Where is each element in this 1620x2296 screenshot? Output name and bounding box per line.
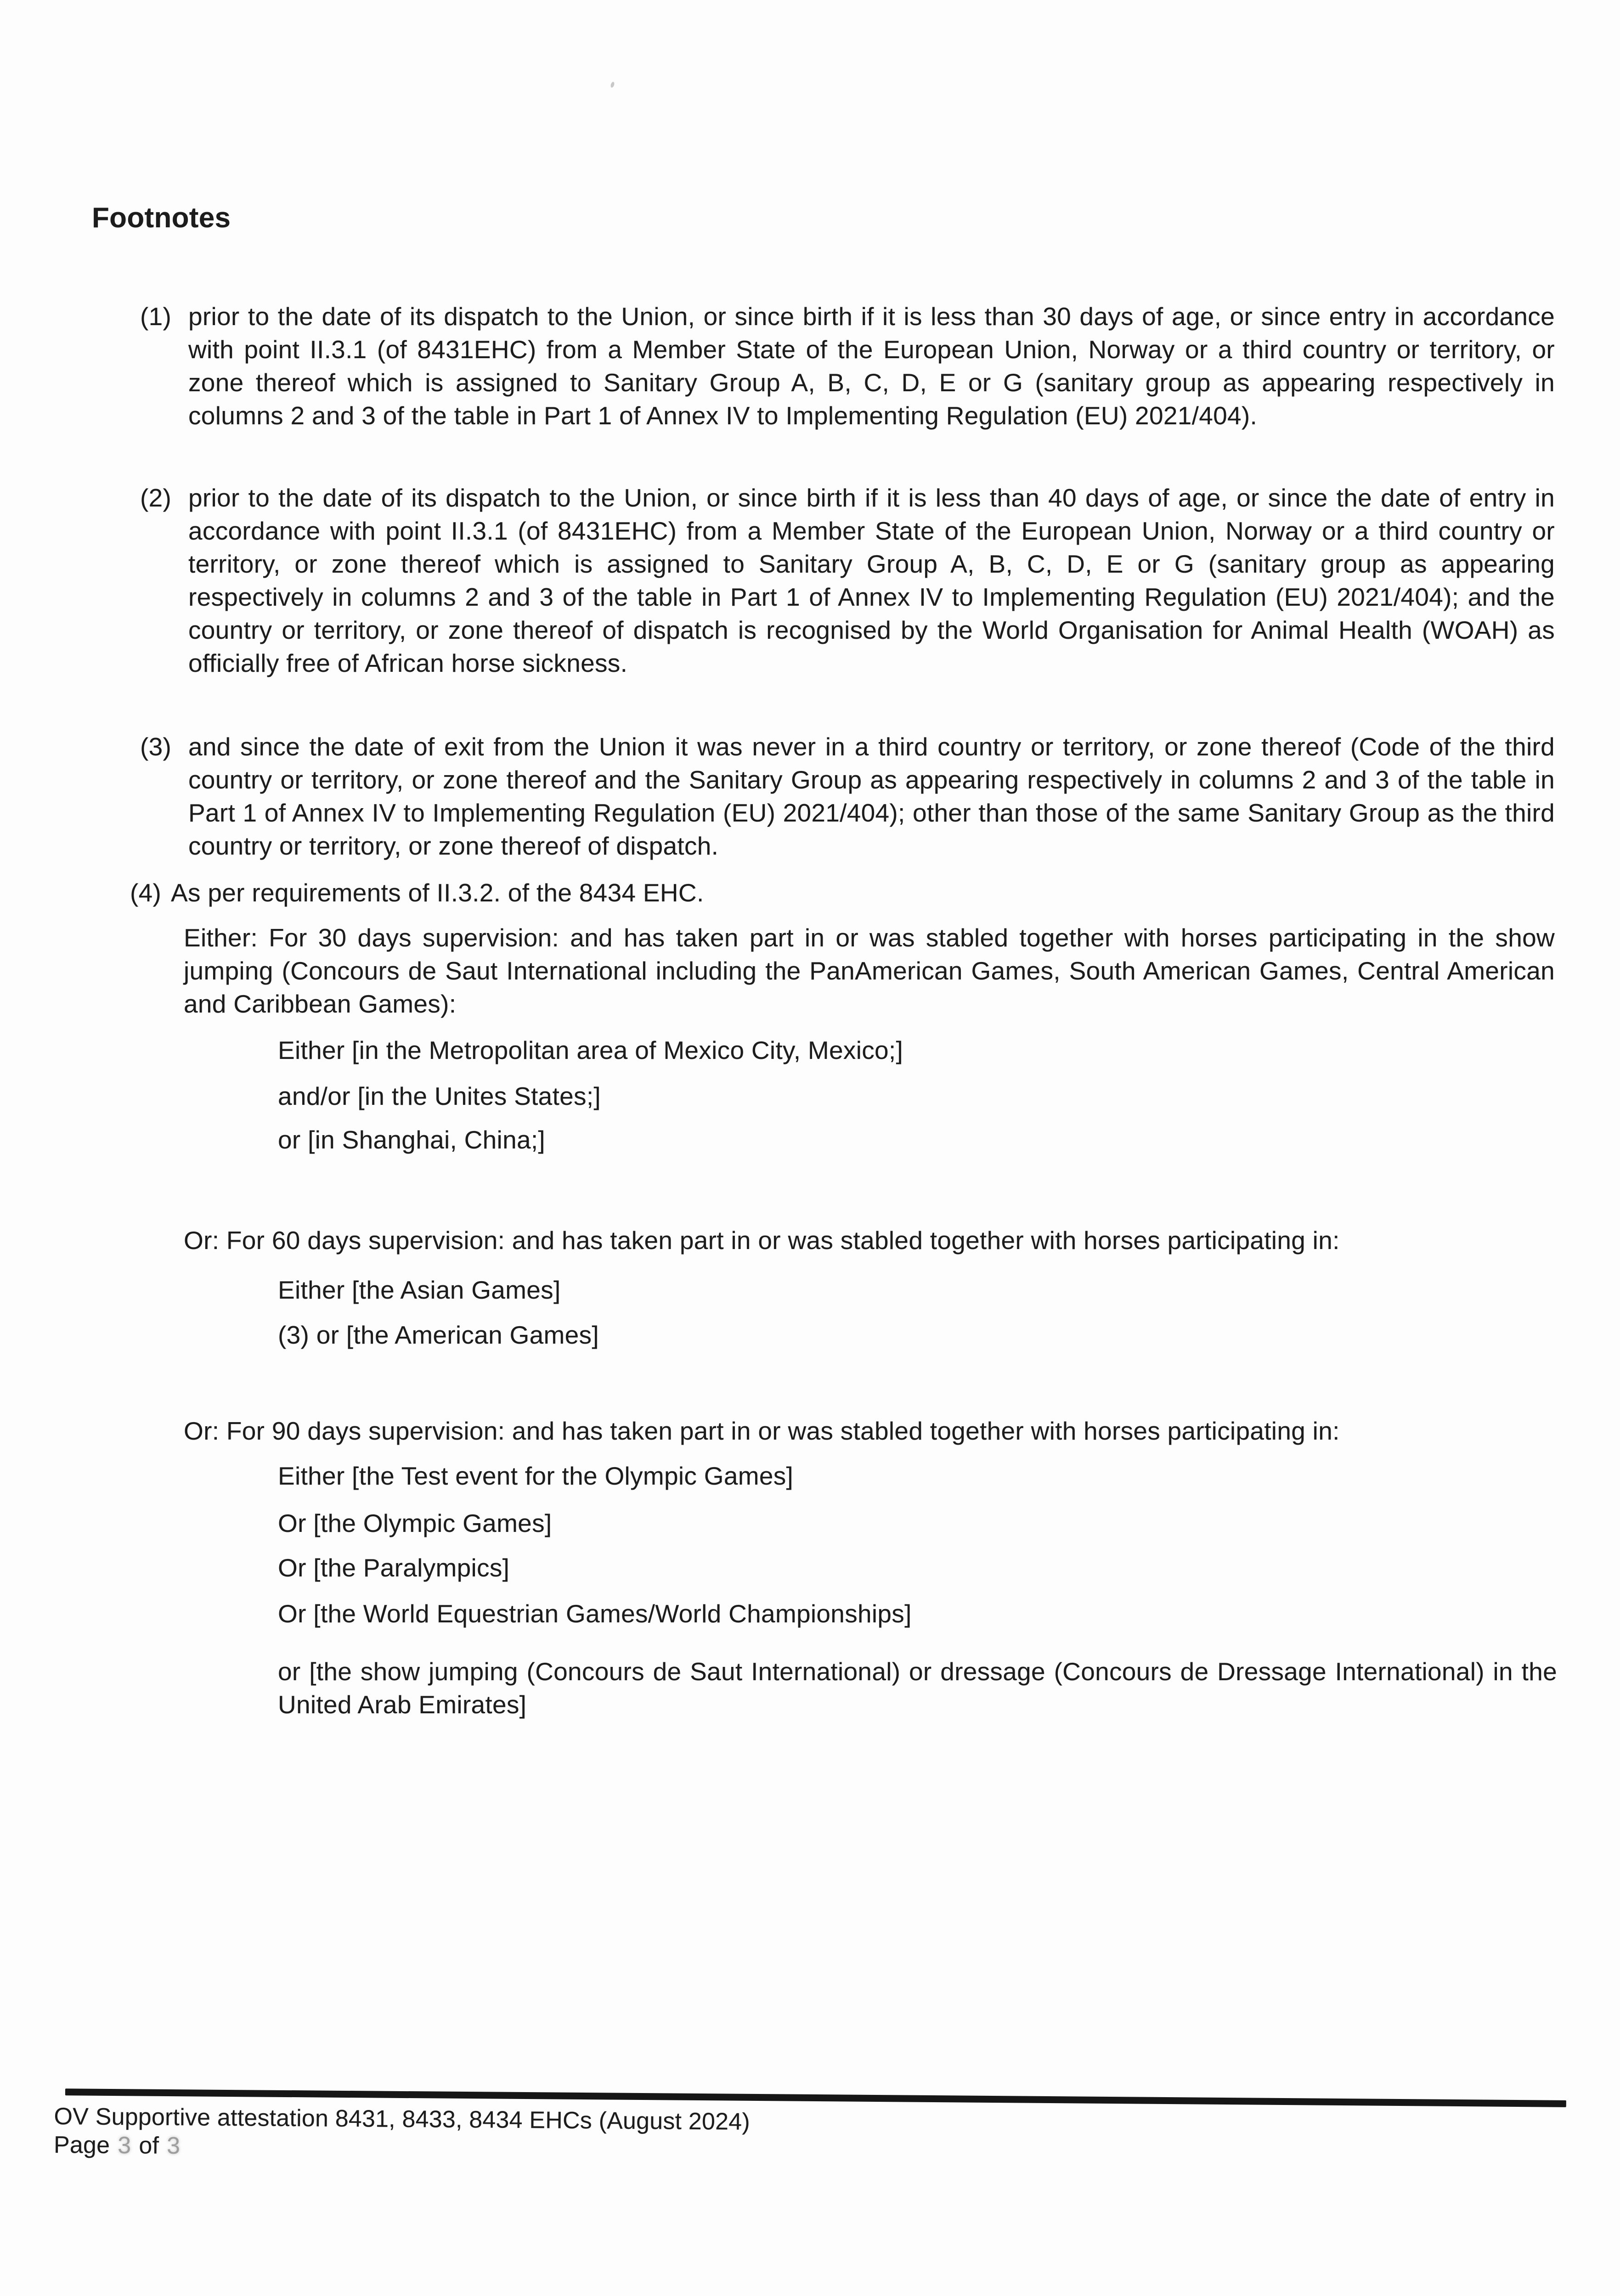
option-united-states: and/or [in the Unites States;] [278,1082,601,1110]
footnote-3 [140,730,1555,862]
footnote-1-text: prior to the date of its dispatch to the Union, or since birth if it is less than 30 days of age, or since entry in accordance with point II.3.1 (of 8431EHC) from a Member State of the European Union, Norway or a third country or territory, or zone thereof which is assigned to Sanitary Group A, B, C, D, E or G (sanitary group as appearing respectively in columns 2 and 3 of the table in Part 1 of Annex IV to Implementing Regulation (EU) 2021/404). [188,302,1555,430]
option-world-equestrian-games: Or [the World Equestrian Games/World Championships] [278,1599,912,1628]
footnote-4-text: As per requirements of II.3.2. of the 8434 EHC. [171,878,704,907]
footnote-4 [130,876,1545,909]
supervision-30-days-intro: Either: For 30 days supervision: and has taken part in or was stabled together with horses participating in the show jumping (Concours de Saut International including the PanAmerican Games, South American Games, Central American and Caribbean Games): [184,923,1555,1018]
scan-speck [610,81,615,88]
footnote-4-marker: (4) [130,878,162,907]
footnote-2-marker: (2) [140,484,172,512]
footnote-1-marker: (1) [140,302,172,331]
supervision-90-days-intro: Or: For 90 days supervision: and has taken part in or was stabled together with horses participating in: [184,1417,1340,1445]
page-title: Footnotes [92,202,231,234]
page-total: 3 [166,2132,181,2160]
option-paralympics: Or [the Paralympics] [278,1553,510,1582]
option-uae-events: or [the show jumping (Concours de Saut International) or dressage (Concours de Dressage International) in the United Arab Emirates] [278,1657,1557,1719]
option-shanghai: or [in Shanghai, China;] [278,1125,546,1154]
of-word: of [139,2132,159,2159]
option-mexico-city: Either [in the Metropolitan area of Mexico City, Mexico;] [278,1036,903,1064]
page-number: 3 [118,2132,131,2159]
footnote-2 [140,481,1555,680]
footnote-3-text: and since the date of exit from the Union it was never in a third country or territory, or zone thereof (Code of the third country or territory, or zone thereof and the Sanitary Group as appearing respectively in columns 2 and 3 of the table in Part 1 of Annex IV to Implementing Regulation (EU) 2021/404); other than those of the same Sanitary Group as the third country or territory, or zone thereof of dispatch. [188,732,1555,860]
footnote-1 [140,300,1555,432]
supervision-60-days-intro: Or: For 60 days supervision: and has taken part in or was stabled together with horses participating in: [184,1226,1340,1255]
page-word: Page [53,2131,110,2159]
option-olympic-test-event: Either [the Test event for the Olympic Games] [278,1462,794,1490]
page-footer [54,2088,1579,2171]
footnote-3-marker: (3) [140,732,172,761]
footer-attestation: OV Supportive attestation 8431, 8433, 8434 EHCs (August 2024) [54,2103,751,2135]
footnote-2-text: prior to the date of its dispatch to the Union, or since birth if it is less than 40 days of age, or since the date of entry in accordance with point II.3.1 (of 8431EHC) from a Member State of the European Union, Norway or a third country or territory, or zone thereof which is assigned to Sanitary Group A, B, C, D, E or G (sanitary group as appearing respectively in columns 2 and 3 of the table in Part 1 of Annex IV to Implementing Regulation (EU) 2021/404); and the country or territory, or zone thereof of dispatch is recognised by the World Organisation for Animal Health (WOAH) as officially free of African horse sickness. [188,484,1555,677]
option-american-games: (3) or [the American Games] [278,1321,599,1349]
option-olympic-games: Or [the Olympic Games] [278,1509,552,1537]
option-asian-games: Either [the Asian Games] [278,1276,561,1304]
